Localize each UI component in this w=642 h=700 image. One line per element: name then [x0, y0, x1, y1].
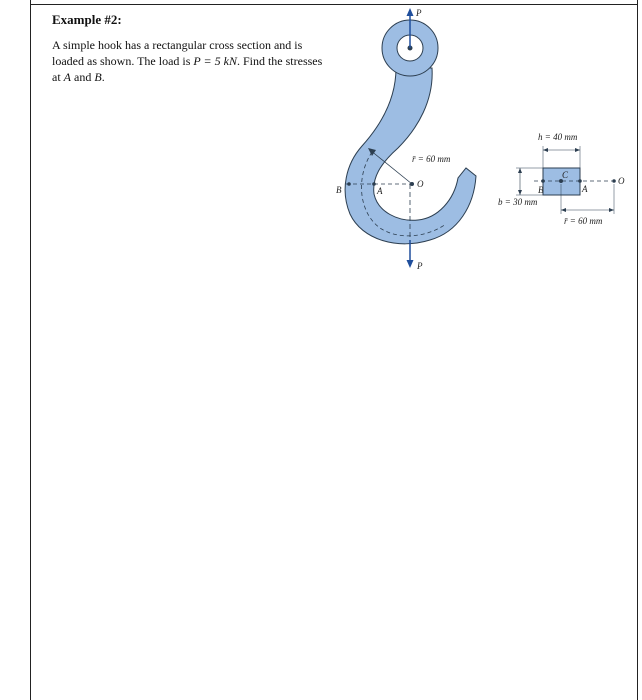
section-o-label: O: [618, 176, 625, 186]
cross-section-diagram: [498, 132, 625, 226]
section-a-label: A: [582, 184, 588, 194]
section-c-dot: [559, 179, 563, 183]
b-dim-arrow-top: [518, 168, 522, 173]
problem-text-end: .: [101, 70, 105, 84]
problem-text-2: . Find the stresses at: [52, 54, 323, 84]
b-dim-arrow-bottom: [518, 190, 522, 195]
section-b-point-label: B: [538, 185, 544, 195]
radius-dim-arrow-left: [561, 208, 566, 212]
section-a-dot: [578, 179, 582, 183]
bottom-load-arrowhead: [407, 260, 414, 268]
section-c-label: C: [562, 170, 569, 180]
problem-statement: [52, 37, 330, 85]
point-a-label: A: [377, 186, 383, 196]
example-heading: Example #2:: [52, 12, 122, 27]
point-a-dot: [372, 182, 376, 186]
center-label: O: [417, 179, 424, 189]
section-o-dot: [612, 179, 616, 183]
hook-diagram: [336, 8, 476, 271]
section-b-label: b = 30 mm: [498, 197, 538, 207]
point-b-label: B: [336, 185, 342, 195]
problem-text-1: A simple hook has a rectangular cross section and is loaded as shown. The load is: [52, 38, 303, 68]
problem-text-and: and: [71, 70, 95, 84]
section-h-label: h = 40 mm: [538, 132, 578, 142]
point-b-ref: B: [94, 70, 102, 84]
top-load-arrowhead: [407, 8, 414, 16]
page-border-left: [30, 0, 31, 700]
hook-radius-label: r̄ = 60 mm: [412, 154, 451, 164]
radius-dim-arrow-right: [609, 208, 614, 212]
h-dim-arrow-left: [543, 148, 548, 152]
top-load-label: P: [416, 8, 422, 18]
section-radius-label: r̄ = 60 mm: [564, 216, 603, 226]
point-a-ref: A: [63, 70, 72, 84]
section-b-dot: [541, 179, 545, 183]
bottom-load-label: P: [417, 261, 423, 271]
h-dim-arrow-right: [575, 148, 580, 152]
hook-figure: [300, 0, 640, 290]
load-value: P = 5 kN: [193, 54, 237, 68]
point-b-dot: [347, 182, 351, 186]
hook-body: [345, 68, 476, 244]
